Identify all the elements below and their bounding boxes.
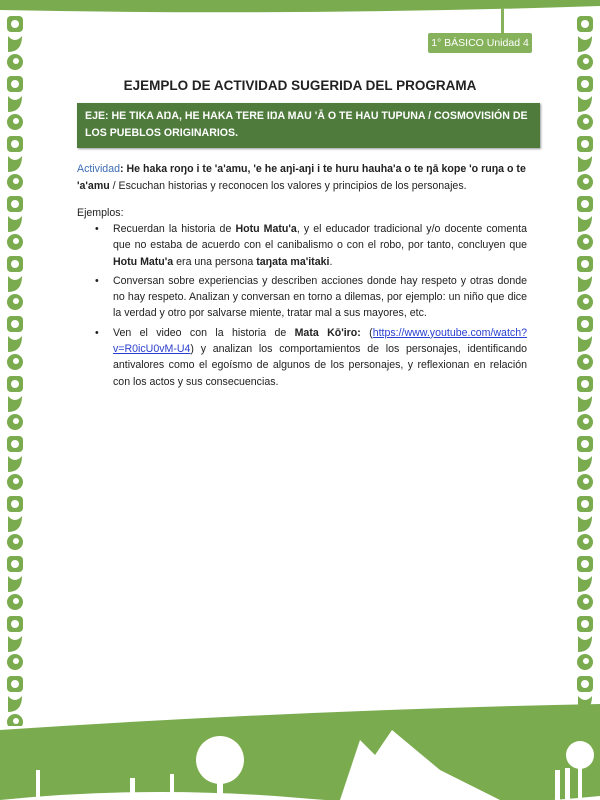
- text: ) y analizan los comportamientos de los personajes, identificando antivalores como el egoísmo de algunos de los personajes, y reflexionan en relación con los actos y sus consecuencias.: [113, 343, 527, 388]
- text: era una persona: [173, 255, 257, 268]
- axis-banner: EJE: HE TIKA AŊA, HE HAKA TERE IŊA MAU 'Ā O TE HAU TUPUNA / COSMOVISIÓN DE LOS PUEBLOS ORIGINARIOS.: [77, 103, 540, 148]
- list-item: • Ven el video con la historia de Mata Kō'iro: (https://www.youtube.com/watch?v=R0icU0vM-U4) y analizan los comportamientos de los personajes, identificando antivalores como el egoísmo de algunos de los personajes, y reflexionan en relación con los actos y sus consecuencias.: [95, 326, 527, 388]
- text: , y el educador tradicional y/o docente comenta que no estaba de acuerdo con el canibalismo o con el robo, por tanto, concluyen que: [113, 223, 527, 252]
- bold-text: Mata Kō'iro:: [294, 326, 361, 339]
- text: Ven el video con la historia de: [113, 326, 295, 339]
- right-ornament-border: [575, 14, 595, 726]
- page-title: EJEMPLO DE ACTIVIDAD SUGERIDA DEL PROGRAMA: [123, 78, 477, 93]
- list-item: • Recuerdan la historia de Hotu Matu'a, y el educador tradicional y/o docente comenta que no estaba de acuerdo con el canibalismo o con el robo, por tanto, concluyen que Hotu Matu'a era una persona taŋata ma'itaki.: [95, 223, 527, 268]
- examples-list: [95, 221, 527, 393]
- list-item: • Conversan sobre experiencias y describen acciones donde hay respeto y otras donde no hay respeto. Analizan y conversan en torno a dilemas, por ejemplo: un niño que dice la verdad y otro por salvarse miente, tratar mal a sus mayores, etc.: [95, 274, 527, 320]
- footer-landscape-illustration: [0, 700, 600, 800]
- activity-label: Actividad: [77, 163, 120, 175]
- activity-rapanui: He haka roŋo i te 'a'amu, 'e he aŋi-aŋi i te huru hauha'a o te ŋā kope 'o ruŋa o te 'a'amu: [77, 163, 526, 192]
- left-ornament-border: [5, 14, 25, 726]
- bold-text: Hotu Matu'a: [113, 255, 174, 268]
- badge-stem: [501, 8, 504, 34]
- text: Conversan sobre experiencias y describen acciones donde hay respeto y otras donde no hay respeto. Analizan y conversan en torno a dilemas, por ejemplo: un niño que dice la verdad y otro por salvarse miente, tratar mal a sus mayores, etc.: [113, 274, 527, 320]
- bold-text: Hotu Matu'a: [235, 223, 297, 235]
- text: (: [360, 326, 373, 339]
- grade-unit-badge: 1° BÁSICO Unidad 4: [428, 33, 532, 53]
- bold-text: taŋata ma'itaki: [256, 255, 330, 268]
- activity-text: [77, 161, 540, 195]
- activity-sep: :: [120, 163, 127, 175]
- examples-label: Ejemplos:: [77, 207, 124, 219]
- activity-spanish: / Escuchan historias y reconocen los valores y principios de los personajes.: [109, 180, 467, 192]
- video-link[interactable]: https://www.youtube.com/watch?v=R0icU0vM-U4: [113, 326, 527, 356]
- text: Recuerdan la historia de: [113, 223, 236, 235]
- text: .: [329, 255, 333, 268]
